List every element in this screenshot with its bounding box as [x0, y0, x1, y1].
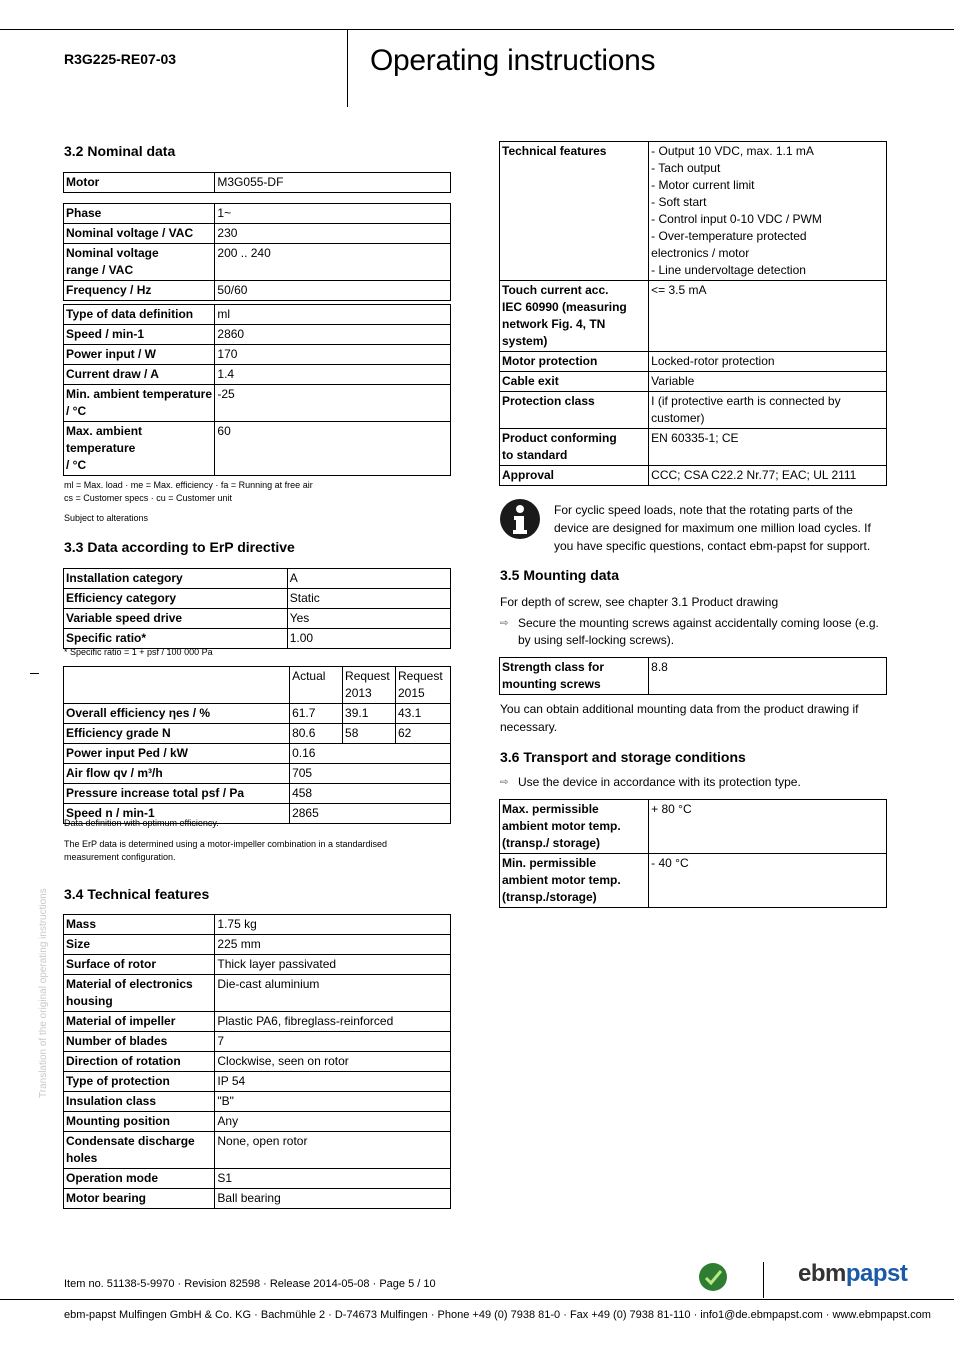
table-row	[64, 1032, 451, 1052]
row-label: Speed n / min-1	[64, 804, 290, 824]
table-row	[500, 372, 887, 392]
row-label: Protection class	[500, 392, 649, 429]
row-label: Nominal voltage range / VAC	[64, 244, 215, 281]
row-value: 2865	[290, 804, 451, 824]
row-value: Yes	[287, 609, 450, 629]
legend-note-2: cs = Customer specs · cu = Customer unit	[64, 493, 233, 503]
row-value: S1	[215, 1169, 451, 1189]
table-row	[64, 305, 451, 325]
row-value: <= 3.5 mA	[649, 281, 887, 352]
side-text: Translation of the original operating instructions	[38, 888, 49, 1098]
row-label: Installation category	[64, 569, 288, 589]
row-value: 225 mm	[215, 935, 451, 955]
row-label: Max. permissible ambient motor temp. (transp./ storage)	[500, 800, 649, 854]
arrow-icon: ⇨	[500, 618, 509, 629]
row-label: Material of impeller	[64, 1012, 215, 1032]
table-row	[64, 244, 451, 281]
row-label: Specific ratio*	[64, 629, 288, 649]
legend-note-1: ml = Max. load · me = Max. efficiency · fa = Running at free air	[64, 480, 313, 490]
technical-features-table	[63, 914, 451, 1209]
row-value: 62	[395, 724, 450, 744]
mounting-intro: For depth of screw, see chapter 3.1 Product drawing	[500, 595, 779, 609]
section-heading-mounting: 3.5 Mounting data	[500, 567, 619, 583]
table-row	[500, 429, 887, 466]
mounting-table	[499, 657, 887, 695]
row-value: A	[287, 569, 450, 589]
table-row	[500, 466, 887, 486]
row-label: Power input Ped / kW	[64, 744, 290, 764]
row-value: 58	[343, 724, 396, 744]
footer-rule	[0, 1299, 954, 1300]
row-value: - 40 °C	[649, 854, 887, 908]
table-row	[64, 1112, 451, 1132]
item-line: Item no. 51138-5-9970 · Revision 82598 · Release 2014-05-08 · Page 5 / 10	[64, 1278, 436, 1290]
table-row	[500, 800, 887, 854]
row-label: Surface of rotor	[64, 955, 215, 975]
row-value: 8.8	[649, 658, 887, 695]
row-label: Technical features	[500, 142, 649, 281]
table-header-row	[64, 667, 451, 704]
table-row	[64, 1092, 451, 1112]
row-value: 458	[290, 784, 451, 804]
row-label: Mounting position	[64, 1112, 215, 1132]
row-value: 39.1	[343, 704, 396, 724]
row-value: 230	[215, 224, 451, 244]
row-value: 2860	[215, 325, 451, 345]
row-value: 61.7	[290, 704, 343, 724]
row-value: Ball bearing	[215, 1189, 451, 1209]
arrow-icon: ⇨	[500, 777, 509, 788]
row-value: IP 54	[215, 1072, 451, 1092]
row-label: Type of protection	[64, 1072, 215, 1092]
table-row	[64, 609, 451, 629]
table-row	[500, 392, 887, 429]
technical-features-continued-table	[499, 141, 887, 486]
table-row	[500, 281, 887, 352]
side-mark	[30, 673, 39, 674]
header-divider	[347, 29, 348, 107]
table-row	[64, 204, 451, 224]
table-row	[64, 724, 451, 744]
table-row	[64, 173, 451, 193]
section-heading-nominal-data: 3.2 Nominal data	[64, 143, 176, 159]
row-label: Efficiency grade N	[64, 724, 290, 744]
row-label: Min. permissible ambient motor temp. (transp./storage)	[500, 854, 649, 908]
table-row	[64, 975, 451, 1012]
transport-bullet	[500, 774, 888, 791]
mounting-bullet	[500, 615, 888, 649]
row-label: Speed / min-1	[64, 325, 215, 345]
row-value: 1.4	[215, 365, 451, 385]
row-value: None, open rotor	[215, 1132, 451, 1169]
row-label: Strength class for mounting screws	[500, 658, 649, 695]
row-label: Mass	[64, 915, 215, 935]
row-label: Type of data definition	[64, 305, 215, 325]
row-label: Motor protection	[500, 352, 649, 372]
logo-part-b: papst	[845, 1260, 908, 1287]
row-value: 1~	[215, 204, 451, 224]
row-value: Die-cast aluminium	[215, 975, 451, 1012]
company-line: ebm-papst Mulfingen GmbH & Co. KG · Bachmühle 2 · D-74673 Mulfingen · Phone +49 (0) 7938 81-0 · Fax +49 (0) 7938 81-110 · info1@de.ebmpapst.com · www.ebmpapst.com	[64, 1309, 931, 1321]
table-row	[64, 955, 451, 975]
page-title: Operating instructions	[370, 44, 656, 77]
transport-table	[499, 799, 887, 908]
column-header: Request 2015	[395, 667, 450, 704]
row-value: "B"	[215, 1092, 451, 1112]
table-row	[64, 589, 451, 609]
table-row	[64, 224, 451, 244]
row-value: 0.16	[290, 744, 451, 764]
row-value: 50/60	[215, 281, 451, 301]
erp-note-2: The ErP data is determined using a motor-impeller combination in a standardised measurement configuration.	[64, 839, 388, 862]
table-row	[500, 352, 887, 372]
row-label: Product conforming to standard	[500, 429, 649, 466]
row-value: 1.00	[287, 629, 450, 649]
table-row	[64, 385, 451, 422]
table-row	[64, 1052, 451, 1072]
table-row	[64, 935, 451, 955]
row-value: I (if protective earth is connected by customer)	[649, 392, 887, 429]
row-value: 7	[215, 1032, 451, 1052]
row-label: Nominal voltage / VAC	[64, 224, 215, 244]
row-label: Pressure increase total psf / Pa	[64, 784, 290, 804]
row-label: Size	[64, 935, 215, 955]
erp-note-1: Data definition with optimum efficiency.	[64, 818, 219, 828]
row-value: 1.75 kg	[215, 915, 451, 935]
table-row	[64, 784, 451, 804]
row-value: 60	[215, 422, 451, 476]
row-value: ml	[215, 305, 451, 325]
logo-divider	[763, 1262, 764, 1298]
row-label: Approval	[500, 466, 649, 486]
row-label: Cable exit	[500, 372, 649, 392]
table-row	[64, 744, 451, 764]
table-row	[64, 345, 451, 365]
specific-ratio-footnote: * Specific ratio = 1 + psf / 100 000 Pa	[64, 647, 213, 657]
header-top-rule	[0, 29, 954, 30]
row-value: 80.6	[290, 724, 343, 744]
green-tech-badge	[698, 1262, 728, 1292]
model-number: R3G225-RE07-03	[64, 51, 177, 67]
row-label: Current draw / A	[64, 365, 215, 385]
row-value: M3G055-DF	[215, 173, 451, 193]
row-value: 43.1	[395, 704, 450, 724]
row-label: Operation mode	[64, 1169, 215, 1189]
logo-part-a: ebm	[798, 1260, 846, 1287]
row-label: Frequency / Hz	[64, 281, 215, 301]
row-label: Variable speed drive	[64, 609, 288, 629]
alterations-note: Subject to alterations	[64, 513, 149, 523]
row-value: 170	[215, 345, 451, 365]
row-value: Variable	[649, 372, 887, 392]
row-label: Condensate discharge holes	[64, 1132, 215, 1169]
table-row	[64, 325, 451, 345]
row-label: Motor	[64, 173, 215, 193]
row-label: Direction of rotation	[64, 1052, 215, 1072]
table-row	[64, 1012, 451, 1032]
row-value: Clockwise, seen on rotor	[215, 1052, 451, 1072]
transport-bullet-text: Use the device in accordance with its protection type.	[518, 775, 801, 789]
table-row	[64, 569, 451, 589]
row-value: 200 .. 240	[215, 244, 451, 281]
row-label: Motor bearing	[64, 1189, 215, 1209]
row-value: Any	[215, 1112, 451, 1132]
section-heading-technical-features: 3.4 Technical features	[64, 886, 210, 902]
row-value: Thick layer passivated	[215, 955, 451, 975]
mounting-after: You can obtain additional mounting data from the product drawing if necessary.	[500, 702, 859, 734]
row-label: Material of electronics housing	[64, 975, 215, 1012]
electrical-table	[63, 203, 451, 301]
column-header: Actual	[290, 667, 343, 704]
table-row	[500, 854, 887, 908]
row-label: Max. ambient temperature / °C	[64, 422, 215, 476]
mounting-bullet-text: Secure the mounting screws against accidentally coming loose (e.g. by using self-locking screws).	[518, 616, 879, 647]
section-heading-transport: 3.6 Transport and storage conditions	[500, 749, 746, 765]
row-value: -25	[215, 385, 451, 422]
table-row	[64, 422, 451, 476]
row-value: 705	[290, 764, 451, 784]
table-row	[64, 1072, 451, 1092]
row-value: Locked-rotor protection	[649, 352, 887, 372]
row-label: Overall efficiency ηes / %	[64, 704, 290, 724]
row-value: CCC; CSA C22.2 Nr.77; EAC; UL 2111	[649, 466, 887, 486]
column-header: Request 2013	[343, 667, 396, 704]
efficiency-table	[63, 666, 451, 824]
row-label: Air flow qv / m³/h	[64, 764, 290, 784]
performance-table	[63, 304, 451, 476]
table-row	[500, 142, 887, 281]
row-label: Min. ambient temperature / °C	[64, 385, 215, 422]
table-row	[64, 764, 451, 784]
table-row	[64, 1189, 451, 1209]
row-value: Static	[287, 589, 450, 609]
ebmpapst-logo	[798, 1260, 907, 1288]
info-icon	[499, 498, 541, 540]
row-label: Efficiency category	[64, 589, 288, 609]
erp-table	[63, 568, 451, 649]
row-value: - Output 10 VDC, max. 1.1 mA - Tach output - Motor current limit - Soft start - Control input 0-10 VDC / PWM - Over-temperature protected electronics / motor - Line undervoltage detection	[649, 142, 887, 281]
info-note: For cyclic speed loads, note that the rotating parts of the device are designed for maximum one million load cycles. If you have specific questions, contact ebm-papst for support.	[554, 503, 871, 553]
row-label: Phase	[64, 204, 215, 224]
table-row	[64, 281, 451, 301]
table-row	[64, 1169, 451, 1189]
row-value: EN 60335-1; CE	[649, 429, 887, 466]
row-label: Touch current acc. IEC 60990 (measuring network Fig. 4, TN system)	[500, 281, 649, 352]
row-label: Insulation class	[64, 1092, 215, 1112]
table-row	[500, 658, 887, 695]
motor-table	[63, 172, 451, 193]
row-label: Power input / W	[64, 345, 215, 365]
row-value: Plastic PA6, fibreglass-reinforced	[215, 1012, 451, 1032]
section-heading-erp: 3.3 Data according to ErP directive	[64, 539, 295, 555]
row-value: + 80 °C	[649, 800, 887, 854]
row-label: Number of blades	[64, 1032, 215, 1052]
table-row	[64, 365, 451, 385]
header-blank	[64, 667, 290, 704]
table-row	[64, 915, 451, 935]
table-row	[64, 704, 451, 724]
table-row	[64, 1132, 451, 1169]
